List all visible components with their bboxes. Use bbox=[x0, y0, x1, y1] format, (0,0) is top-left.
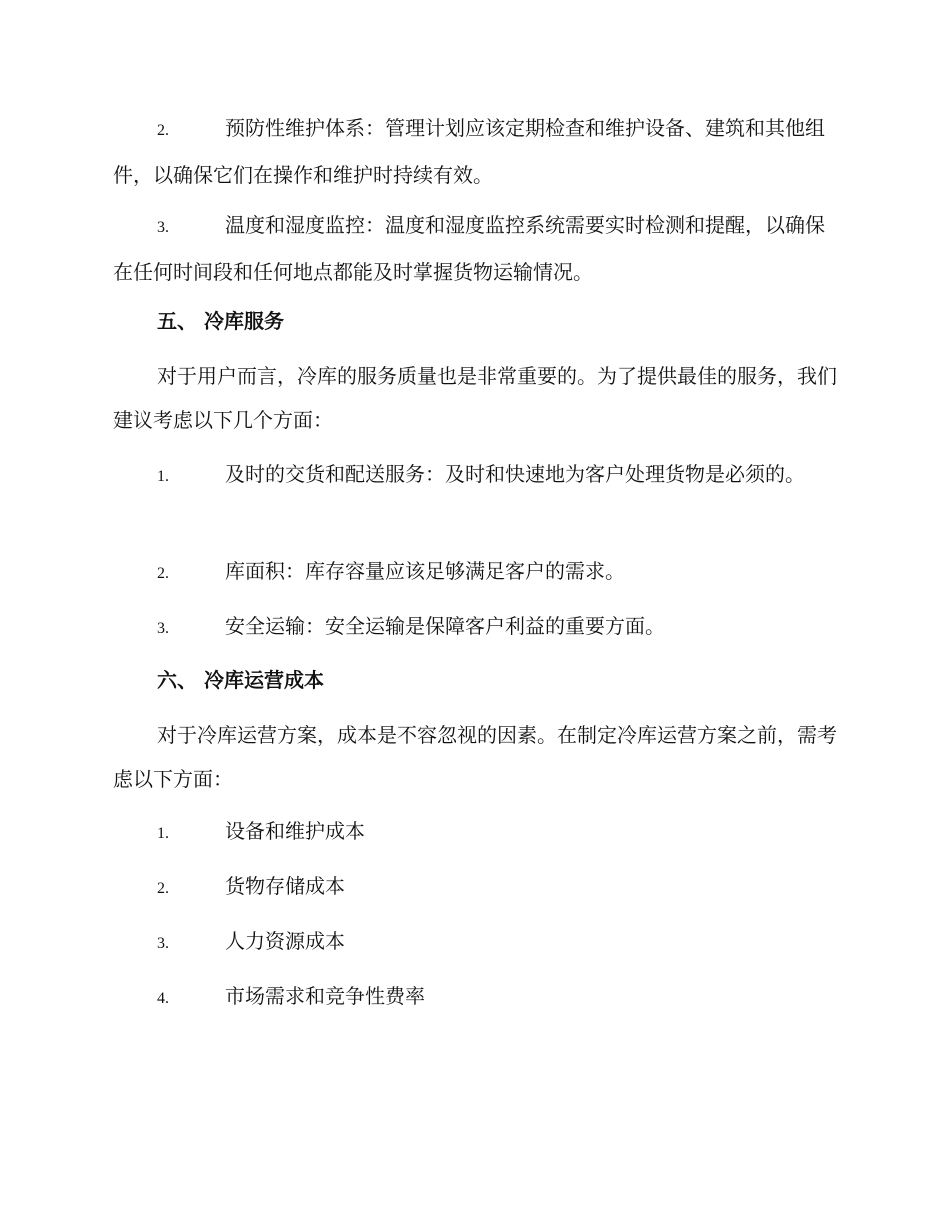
list-item bbox=[113, 203, 838, 294]
list-number: 3. bbox=[157, 219, 169, 236]
list-item bbox=[113, 919, 838, 966]
list-item bbox=[113, 604, 838, 651]
list-number: 2. bbox=[157, 880, 169, 897]
list-text: 及时的交货和配送服务：及时和快速地为客户处理货物是必须的。 bbox=[225, 462, 805, 486]
list-text: 库面积：库存容量应该足够满足客户的需求。 bbox=[225, 559, 625, 583]
list-text: 安全运输：安全运输是保障客户利益的重要方面。 bbox=[225, 614, 665, 638]
list-item bbox=[113, 974, 838, 1021]
list-item bbox=[113, 452, 838, 499]
list-text: 货物存储成本 bbox=[225, 874, 345, 898]
list-number: 4. bbox=[157, 990, 169, 1007]
list-text: 温度和湿度监控：温度和湿度监控系统需要实时检测和提醒，以确保在任何时间段和任何地点都能及时掌握货物运输情况。 bbox=[113, 213, 825, 284]
list-number: 1. bbox=[157, 825, 169, 842]
list-number: 2. bbox=[157, 122, 169, 139]
list-number: 3. bbox=[157, 935, 169, 952]
list-number: 1. bbox=[157, 468, 169, 485]
list-item bbox=[113, 106, 838, 197]
list-item bbox=[113, 809, 838, 856]
list-text: 设备和维护成本 bbox=[225, 819, 365, 843]
list-number: 2. bbox=[157, 565, 169, 582]
list-item bbox=[113, 864, 838, 911]
list-text: 人力资源成本 bbox=[225, 929, 345, 953]
cost-intro-paragraph: 对于冷库运营方案，成本是不容忽视的因素。在制定冷库运营方案之前，需考虑以下方面： bbox=[113, 723, 837, 791]
list-number: 3. bbox=[157, 620, 169, 637]
list-text: 市场需求和竞争性费率 bbox=[225, 984, 425, 1008]
section-heading-cost: 六、 冷库运营成本 bbox=[157, 668, 324, 692]
list-text: 预防性维护体系：管理计划应该定期检查和维护设备、建筑和其他组件，以确保它们在操作和维护时持续有效。 bbox=[113, 116, 825, 187]
service-intro-paragraph: 对于用户而言，冷库的服务质量也是非常重要的。为了提供最佳的服务，我们建议考虑以下几个方面： bbox=[113, 364, 837, 432]
list-item bbox=[113, 549, 838, 596]
section-heading-service: 五、 冷库服务 bbox=[157, 309, 284, 333]
